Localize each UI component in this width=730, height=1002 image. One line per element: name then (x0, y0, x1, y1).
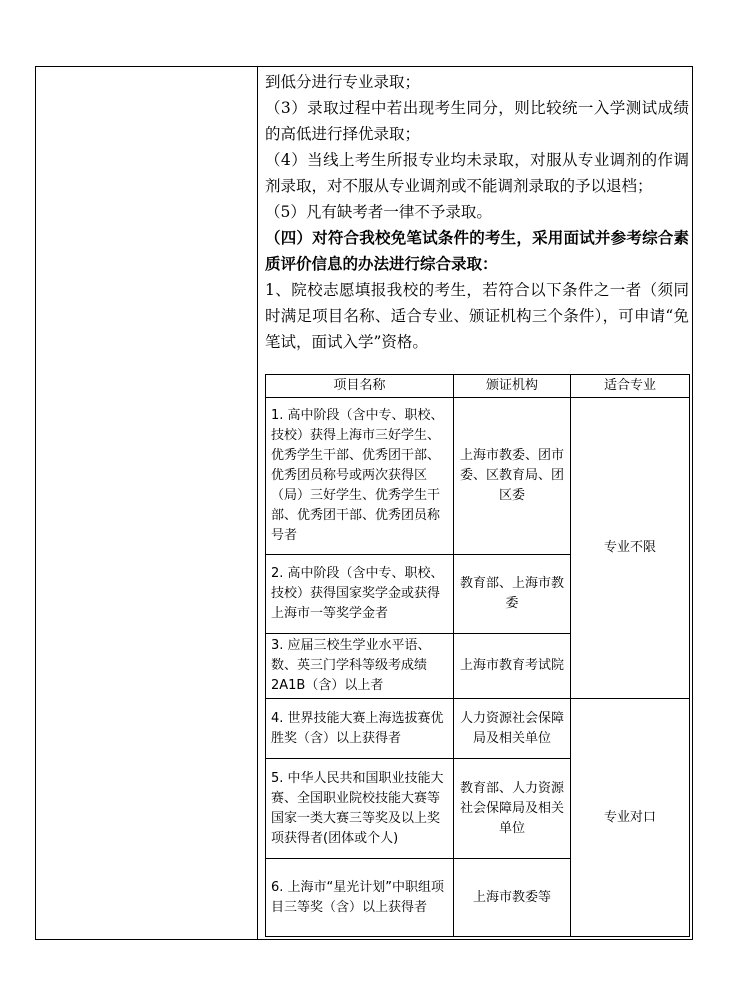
issuing-org-cell: 上海市教委等 (454, 859, 571, 937)
project-name-cell: 1. 高中阶段（含中专、职校、技校）获得上海市三好学生、优秀学生干部、优秀团干部、优秀团员称号或两次获得区（局）三好学生、优秀学生干部、优秀团干部、优秀团员称号者 (266, 398, 454, 555)
project-name-cell: 3. 应届三校生学业水平语、数、英三门学科等级考成绩2A1B（含）以上者 (266, 634, 454, 699)
major-cell-matching: 专业对口 (571, 699, 690, 937)
paragraph-3: （4）当线上考生所报专业均未录取，对服从专业调剂的作调剂录取，对不服从专业调剂或不能调剂录取的予以退档； (265, 151, 689, 195)
issuing-org-cell: 人力资源社会保障局及相关单位 (454, 699, 571, 759)
issuing-org-cell: 上海市教育考试院 (454, 634, 571, 699)
project-name-cell: 6. 上海市“星光计划”中职组项目三等奖（含）以上获得者 (266, 859, 454, 937)
left-column-cell (36, 67, 258, 939)
section-heading: （四）对符合我校免笔试条件的考生，采用面试并参考综合素质评价信息的办法进行综合录取： (265, 228, 689, 273)
project-name-cell: 4. 世界技能大赛上海选拔赛优胜奖（含）以上获得者 (266, 699, 454, 759)
table-row (266, 699, 690, 759)
table-row (266, 398, 690, 555)
project-name-cell: 5. 中华人民共和国职业技能大赛、全国职业院校技能大赛等国家一类大赛三等奖及以上奖项获得者(团体或个人) (266, 759, 454, 859)
table-header-row (266, 375, 690, 398)
header-suitable-major: 适合专业 (571, 375, 690, 398)
outer-table (35, 66, 693, 940)
project-name-cell: 2. 高中阶段（含中专、职校、技校）获得国家奖学金或获得上海市一等奖学金者 (266, 555, 454, 634)
paragraph-1: 到低分进行专业录取； (265, 73, 421, 91)
header-project-name: 项目名称 (266, 375, 454, 398)
paragraph-4: （5）凡有缺考者一律不予录取。 (265, 203, 492, 221)
issuing-org-cell: 教育部、人力资源社会保障局及相关单位 (454, 759, 571, 859)
issuing-org-cell: 上海市教委、团市委、区教育局、团区委 (454, 398, 571, 555)
paragraph-2: （3）录取过程中若出现考生同分，则比较统一入学测试成绩的高低进行择优录取； (265, 99, 689, 143)
header-issuing-org: 颁证机构 (454, 375, 571, 398)
content-cell (265, 67, 689, 355)
issuing-org-cell: 教育部、上海市教委 (454, 555, 571, 634)
paragraph-6: 1、院校志愿填报我校的考生，若符合以下条件之一者（须同时满足项目名称、适合专业、颁证机构三个条件），可申请“免笔试，面试入学”资格。 (265, 281, 689, 351)
criteria-table (265, 374, 690, 937)
major-cell-unlimited: 专业不限 (571, 398, 690, 699)
